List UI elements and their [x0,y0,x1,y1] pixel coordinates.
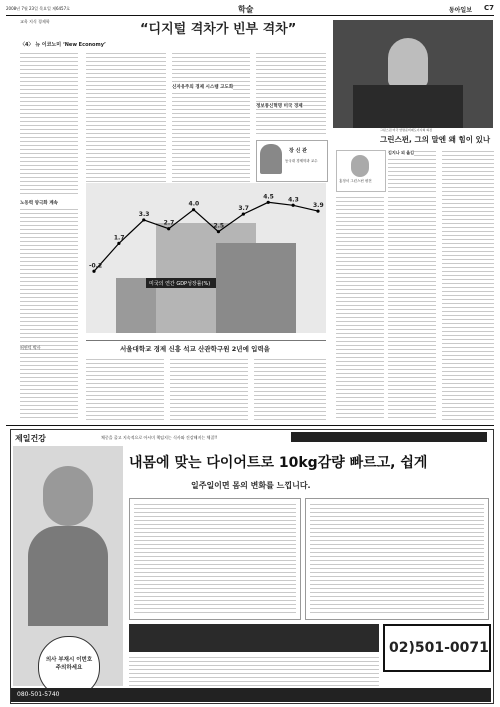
gdp-data-label: 4.0 [188,200,200,208]
gdp-data-label: 2.5 [213,222,225,230]
photo-caption: 그린스펀 미국 연방준비제도이사회 의장 [380,128,433,132]
ad-headline: 내몸에 맞는 다이어트로 10kg감량 빠르고, 쉽게 [129,455,428,471]
page-number: C7 [483,4,494,12]
header-rule [6,15,494,16]
ad-fine-print [129,656,379,686]
model-body [28,526,108,626]
page-header [6,4,494,14]
side-head-2: 신자유주의 경제 시스템 고도화 [172,85,234,90]
ad-phone-box [383,624,491,672]
chart-collage [86,183,326,333]
right-headline: 그린스펀, 그의 말엔 왜 힘이 있나 [380,135,491,144]
gdp-data-label: -0.2 [89,262,103,270]
reviewer-label: 홍정서 그린스펀 평전 [339,179,372,183]
author-name: 장 신 관 [289,148,307,154]
ad-stamp-text: 의사 부재시 이번호 주의하세요 [45,657,93,671]
right-column-3 [388,196,436,420]
greenspan-suit [353,85,463,128]
ad-tagline: 체중을 줄고 지속적으로 아시미 책임지는 식사와 건강해지는 체질!! [101,435,218,440]
bottom-column-1 [86,358,164,420]
gdp-data-label: 4.5 [263,193,274,201]
gdp-point [267,201,270,204]
author-credit: 김지나 외 옮김 [388,150,414,155]
gdp-point [167,227,170,230]
bottom-label: 허연덕 박사 [20,345,41,350]
right-column-top [388,150,436,192]
reviewer-photo [351,155,369,177]
author-affiliation: 동국대 경제학과 교수 [285,159,318,163]
gdp-data-label: 1.7 [113,234,125,242]
gdp-point [316,210,319,213]
gdp-point [192,208,195,211]
ad-banner-dark [291,432,487,442]
model-head [43,466,93,526]
gdp-point [292,204,295,207]
bottom-column-3 [254,358,326,420]
greenspan-photo [333,20,493,128]
article-column-4 [256,52,326,137]
author-box [256,140,328,182]
gdp-data-label: 2.7 [163,219,175,227]
article-column-1b [20,208,78,418]
ad-phone: 02)501-0071 [389,640,489,656]
reviewer-box [336,150,386,192]
ad-footer-phone: 080-501-5740 [17,691,60,698]
bottom-rule [86,340,326,341]
side-head-1: 노동력 양극화 계속 [20,201,58,206]
gdp-point [92,270,95,273]
author-photo [260,144,282,174]
right-column-2 [442,150,494,420]
gdp-data-label: 3.7 [238,205,249,213]
gdp-point [142,218,145,221]
ad-separator [6,425,494,426]
ad-footer-bar [11,688,491,702]
advertisement [10,429,494,704]
section-title: 학술 [238,5,254,14]
ad-brand: 제일건강 [15,434,46,443]
ad-info-box-1 [129,498,301,620]
chart-title: 미국의 연간 GDP성장률(%) [149,281,211,287]
ad-promo-strip [129,624,379,652]
right-column-1 [336,196,384,420]
side-head-3: 정보통신혁명 미국 경제 [256,104,303,109]
article-column-2 [86,52,166,202]
gdp-chart [86,183,326,333]
gdp-data-label: 4.3 [288,196,299,204]
bottom-headline: 서울대학교 경제 신흥 석교 산관학구원 2년에 입력을 [120,345,270,353]
ad-subheadline: 일주일이면 몸의 변화를 느낍니다. [191,481,311,490]
article-column-3 [172,52,250,202]
gdp-point [217,230,220,233]
newspaper-name: 동아일보 [448,7,472,14]
gdp-data-label: 3.9 [313,202,324,210]
ad-info-text-2 [310,503,484,615]
gdp-data-label: 3.3 [138,210,150,218]
ad-info-text-1 [134,503,296,615]
bottom-column-2 [170,358,248,420]
main-headline: “디지털 격차가 빈부 격차” [140,22,297,37]
ad-info-box-2 [305,498,489,620]
gdp-point [117,242,120,245]
kicker: 교육 지식 경제학 [20,19,50,24]
issue-date: 2008년 7월 23일 목요일 제6457호 [6,6,70,11]
ad-model-photo [13,446,123,686]
photo-crowd [216,243,296,333]
greenspan-face [388,38,428,88]
subsection-title: 〈4〉 뉴 이코노미 ‘New Economy’ [20,42,106,48]
article-column-1 [20,52,78,197]
gdp-point [242,212,245,215]
